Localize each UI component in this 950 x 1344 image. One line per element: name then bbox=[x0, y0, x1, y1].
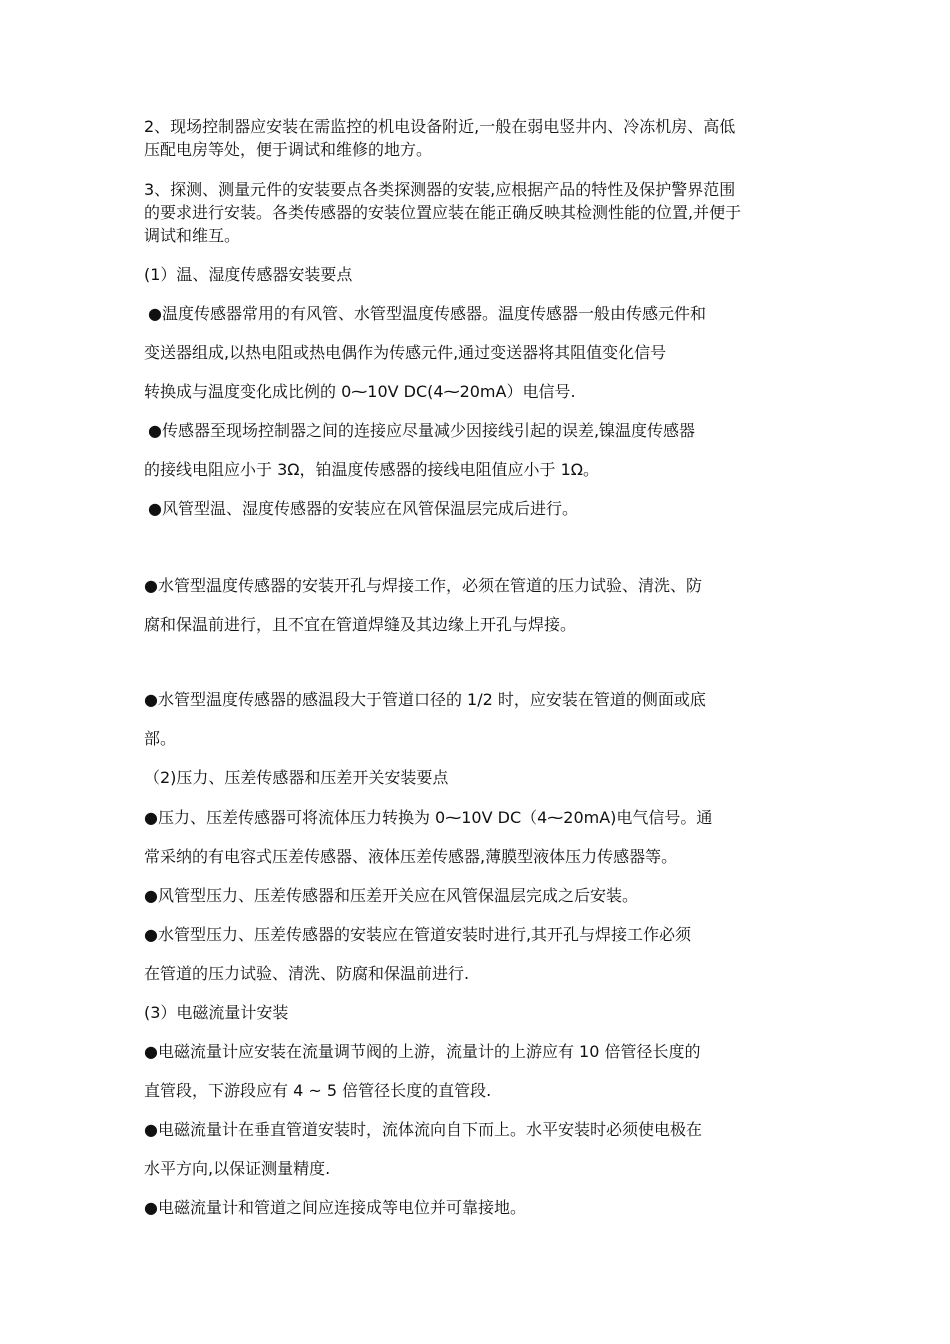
section-heading: (1）温、湿度传感器安装要点 bbox=[144, 265, 353, 284]
section-heading: （2)压力、压差传感器和压差开关安装要点 bbox=[144, 768, 449, 787]
bullet-item: ●电磁流量计在垂直管道安装时，流体流向自下而上。水平安装时必须使电极在 bbox=[144, 1120, 702, 1139]
text-line: 直管段，下游段应有 4 ~ 5 倍管径长度的直管段. bbox=[144, 1081, 492, 1100]
text-line: 部。 bbox=[144, 729, 177, 748]
bullet-item: ●温度传感器常用的有风管、水管型温度传感器。温度传感器一般由传感元件和 bbox=[148, 304, 706, 323]
bullet-item: ●传感器至现场控制器之间的连接应尽量减少因接线引起的误差,镍温度传感器 bbox=[148, 421, 696, 440]
bullet-item: ●压力、压差传感器可将流体压力转换为 0⁓10V DC（4⁓20mA)电气信号。通 bbox=[144, 808, 713, 827]
text-line: 常采纳的有电容式压差传感器、液体压差传感器,薄膜型液体压力传感器等。 bbox=[144, 847, 678, 866]
text-line: 转换成与温度变化成比例的 0⁓10V DC(4⁓20mA）电信号. bbox=[144, 382, 576, 401]
text-line: 腐和保温前进行，且不宜在管道焊缝及其边缘上开孔与焊接。 bbox=[144, 615, 577, 634]
section-heading: (3）电磁流量计安装 bbox=[144, 1003, 289, 1022]
text-line: 3、探测、测量元件的安装要点各类探测器的安装,应根据产品的特性及保护警界范围 bbox=[144, 180, 736, 199]
text-line: 调试和维互。 bbox=[144, 226, 241, 245]
bullet-item: ●水管型温度传感器的感温段大于管道口径的 1/2 时，应安装在管道的侧面或底 bbox=[144, 690, 706, 709]
bullet-item: ●电磁流量计和管道之间应连接成等电位并可靠接地。 bbox=[144, 1198, 526, 1217]
bullet-item: ●电磁流量计应安装在流量调节阀的上游，流量计的上游应有 10 倍管径长度的 bbox=[144, 1042, 701, 1061]
text-line: 的要求进行安装。各类传感器的安装位置应装在能正确反映其检测性能的位置,并便于 bbox=[144, 203, 742, 222]
text-line: 2、现场控制器应安装在需监控的机电设备附近,一般在弱电竖井内、冷冻机房、高低 bbox=[144, 117, 736, 136]
text-line: 水平方向,以保证测量精度. bbox=[144, 1159, 331, 1178]
bullet-item: ●风管型压力、压差传感器和压差开关应在风管保温层完成之后安装。 bbox=[144, 886, 638, 905]
text-line: 压配电房等处，便于调试和维修的地方。 bbox=[144, 140, 433, 159]
text-line: 在管道的压力试验、清洗、防腐和保温前进行. bbox=[144, 964, 470, 983]
bullet-item: ●水管型压力、压差传感器的安装应在管道安装时进行,其开孔与焊接工作必须 bbox=[144, 925, 692, 944]
text-line: 的接线电阻应小于 3Ω，铂温度传感器的接线电阻值应小于 1Ω。 bbox=[144, 460, 599, 479]
bullet-item: ●风管型温、湿度传感器的安装应在风管保温层完成后进行。 bbox=[148, 499, 578, 518]
text-line: 变送器组成,以热电阻或热电偶作为传感元件,通过变送器将其阻值变化信号 bbox=[144, 343, 667, 362]
bullet-item: ●水管型温度传感器的安装开孔与焊接工作，必须在管道的压力试验、清洗、防 bbox=[144, 576, 702, 595]
